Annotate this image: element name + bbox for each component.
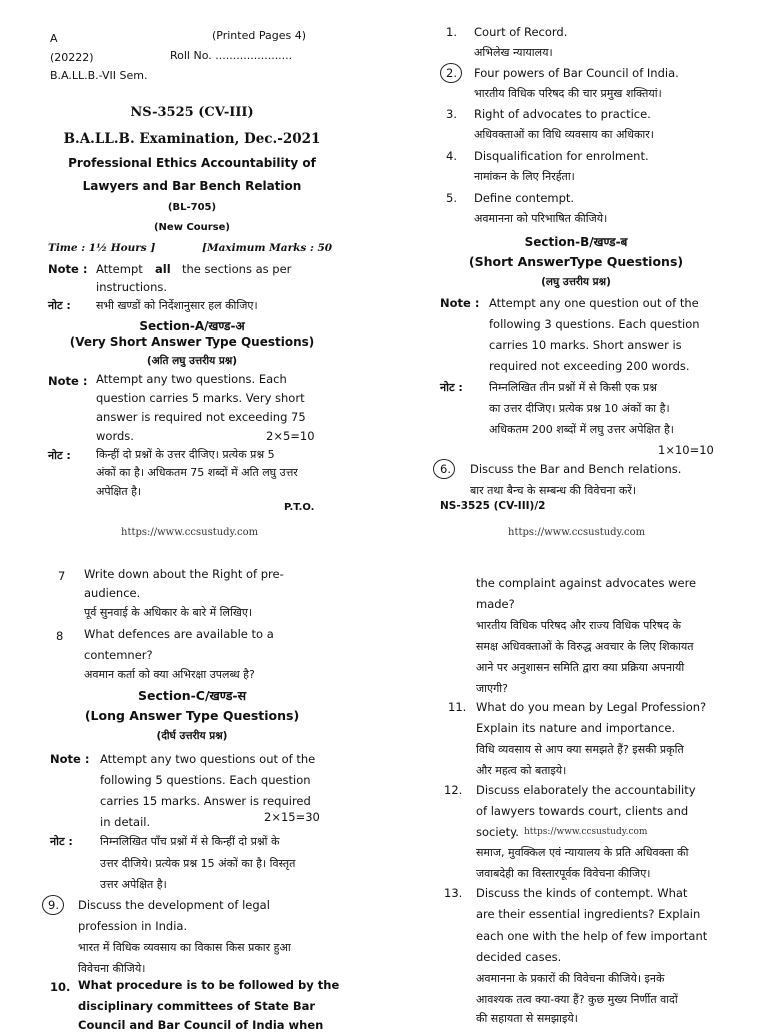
section-a-hindi-note-label: नोट : (48, 449, 71, 462)
q11-line-2: Explain its nature and importance. (476, 721, 676, 735)
q13-hindi-line-2: आवश्यक तत्व क्या-क्या हैं? कुछ मुख्य निर्णीत वादों (476, 993, 678, 1006)
section-b-note-line-2: following 3 questions. Each question (489, 317, 700, 331)
q12-hindi-line-1: समाज, मुवक्किल एवं न्यायालय के प्रति अधिवक्ता की (476, 846, 689, 859)
section-b-marks: 1×10=10 (658, 443, 714, 457)
q13-number: 13. (444, 886, 463, 900)
q10-hindi-line-1: भारतीय विधिक परिषद और राज्य विधिक परिषद के (476, 619, 681, 632)
printed-pages: (Printed Pages 4) (212, 29, 306, 42)
section-b-heading: Section-B/खण्ड-ब (524, 235, 628, 249)
page-2-footer-code: NS-3525 (CV-III)/2 (440, 500, 546, 512)
q10-line-3: Council and Bar Council of India when (78, 1018, 324, 1032)
q6-hindi: बार तथा बैन्च के सम्बन्ध की विवेचना करें। (470, 484, 637, 497)
q9-line-1: Discuss the development of legal (78, 898, 270, 912)
section-a-heading: Section-A/खण्ड-अ (139, 319, 245, 333)
course-type: (New Course) (153, 222, 230, 233)
q10-line-5: made? (476, 597, 515, 611)
q4-english: Disqualification for enrolment. (474, 149, 649, 163)
section-c-marks: 2×15=30 (264, 810, 320, 824)
q11-number: 11. (448, 700, 467, 714)
q8-line-1: What defences are available to a (84, 627, 274, 641)
q12-line-1: Discuss elaborately the accountability (476, 783, 696, 797)
q11-hindi-line-2: और महत्व को बताइये। (476, 764, 567, 777)
section-c-heading: Section-C/खण्ड-स (137, 688, 247, 703)
section-c-hindi-note-line-2: उत्तर दीजिये। प्रत्येक प्रश्न 15 अंकों का है। विस्तृत (100, 857, 296, 870)
q12-line-3: society. (476, 825, 519, 839)
section-c-type: (Long Answer Type Questions) (84, 708, 300, 723)
q13-line-4: decided cases. (476, 950, 562, 964)
section-b-note-line-3: carries 10 marks. Short answer is (489, 338, 682, 352)
section-c-note-line-3: carries 15 marks. Answer is required (100, 794, 311, 808)
q10-hindi-line-3: आने पर अनुशासन समिति द्वारा क्या प्रक्रिया अपनायी (476, 661, 685, 674)
page-2-url[interactable]: https://www.ccsustudy.com (508, 527, 646, 538)
page-1-url[interactable]: https://www.ccsustudy.com (121, 527, 259, 538)
q13-hindi-line-3: की सहायता से समझाइये। (476, 1012, 578, 1025)
section-c-hindi: (दीर्घ उत्तरीय प्रश्न) (156, 730, 228, 742)
q8-line-2: contemner? (84, 648, 153, 662)
q4-number: 4. (446, 149, 457, 163)
section-b-note-line-1: Attempt any one question out of the (489, 296, 699, 310)
note-text-c: the sections as per (182, 262, 292, 276)
q11-line-1: What do you mean by Legal Profession? (476, 700, 707, 714)
q5-english: Define contempt. (474, 191, 575, 205)
q10-line-4: the complaint against advocates were (476, 576, 697, 590)
note-text-d: instructions. (96, 280, 167, 294)
section-c-hindi-note-label: नोट : (50, 835, 73, 848)
section-a-note-line-1: Attempt any two questions. Each (96, 372, 287, 386)
subject-line-2: Lawyers and Bar Bench Relation (82, 179, 302, 193)
section-a-hindi: (अति लघु उत्तरीय प्रश्न) (146, 355, 238, 367)
q2-english: Four powers of Bar Council of India. (474, 66, 679, 80)
q7-number: 7 (58, 569, 66, 583)
q12-line-2: of lawyers towards court, clients and (476, 804, 689, 818)
paper-set: A (50, 32, 58, 45)
section-a-hindi-note-line-3: अपेक्षित है। (96, 485, 142, 498)
section-c-note-line-1: Attempt any two questions out of the (100, 752, 316, 766)
section-b-hindi-note-label: नोट : (440, 381, 463, 394)
section-c-note-line-4: in detail. (100, 815, 151, 829)
exam-page-3 (0, 512, 384, 1032)
q6-number: 6. (440, 462, 451, 476)
q7-line-2: audience. (84, 586, 141, 600)
exam-page-2 (384, 0, 768, 512)
q13-line-2: are their essential ingredients? Explain (476, 907, 701, 921)
q10-hindi-line-2: समक्ष अधिवक्ताओं के विरुद्ध अवचार के लिए शिकायत (476, 640, 694, 653)
q9-number: 9. (48, 898, 59, 912)
q10-line-1: What procedure is to be followed by the (78, 978, 340, 992)
q5-hindi: अवमानना को परिभाषित कीजिये। (474, 212, 608, 225)
semester: B.A.LL.B.-VII Sem. (50, 69, 148, 82)
q3-hindi: अधिवक्ताओं का विधि व्यवसाय का अधिकार। (474, 128, 654, 141)
section-c-hindi-note-line-1: निम्नलिखित पाँच प्रश्नों में से किन्हीं दो प्रश्नों के (100, 835, 280, 848)
q13-line-3: each one with the help of few important (476, 929, 708, 943)
section-a-marks: 2×5=10 (266, 429, 315, 443)
q8-number: 8 (56, 629, 64, 643)
q10-hindi-line-4: जाएगी? (476, 682, 508, 695)
hindi-note-text: सभी खण्डों को निर्देशानुसार हल कीजिए। (96, 299, 258, 312)
note-text-a: Attempt (96, 262, 143, 276)
hindi-note-label: नोट : (48, 299, 71, 312)
section-c-hindi-note-line-3: उत्तर अपेक्षित है। (100, 878, 167, 891)
q9-hindi-line-2: विवेचना कीजिये। (78, 962, 146, 975)
section-b-note-line-4: required not exceeding 200 words. (489, 359, 690, 373)
section-b-hindi-note-line-1: निम्नलिखित तीन प्रश्नों में से किसी एक प्रश्न (489, 381, 657, 394)
exam-page-4 (384, 512, 768, 1024)
section-b-hindi-note-line-2: का उत्तर दीजिए। प्रत्येक प्रश्न 10 अंकों का है। (489, 402, 670, 415)
q5-number: 5. (446, 191, 457, 205)
paper-number: (20222) (50, 51, 94, 64)
q13-line-1: Discuss the kinds of contempt. What (476, 886, 688, 900)
q1-english: Court of Record. (474, 25, 568, 39)
maximum-marks: [Maximum Marks : 50 (202, 242, 333, 254)
exam-page-1 (0, 0, 384, 512)
section-c-note-line-2: following 5 questions. Each question (100, 773, 311, 787)
note-label: Note : (48, 262, 88, 276)
q11-hindi-line-1: विधि व्यवसाय से आप क्या समझते हैं? इसकी प्रकृति (476, 743, 684, 756)
paper-code: NS-3525 (CV-III) (130, 105, 254, 120)
q13-hindi-line-1: अवमानना के प्रकारों की विवेचना कीजिये। इनके (476, 972, 665, 985)
q6-english: Discuss the Bar and Bench relations. (470, 462, 682, 476)
section-a-hindi-note-line-2: अंकों का है। अधिकतम 75 शब्दों में अति लघु उत्तर (96, 466, 298, 479)
exam-title: B.A.LL.B. Examination, Dec.-2021 (63, 131, 321, 147)
subject-line-1: Professional Ethics Accountability of (68, 156, 316, 170)
section-a-note-line-3: answer is required not exceeding 75 (96, 410, 306, 424)
q1-number: 1. (446, 25, 457, 39)
roll-number: Roll No. ...................... (170, 49, 293, 62)
time-allowed: Time : 1½ Hours ] (48, 242, 156, 254)
q9-hindi-line-1: भारत में विधिक व्यवसाय का विकास किस प्रकार हुआ (78, 941, 291, 954)
section-a-hindi-note-line-1: किन्हीं दो प्रश्नों के उत्तर दीजिए। प्रत्येक प्रश्न 5 (96, 448, 275, 461)
q9-line-2: profession in India. (78, 919, 188, 933)
section-b-hindi-note-line-3: अधिकतम 200 शब्दों में लघु उत्तर अपेक्षित है। (489, 423, 674, 436)
section-b-hindi: (लघु उत्तरीय प्रश्न) (541, 276, 611, 288)
q10-line-2: disciplinary committees of State Bar (78, 999, 316, 1013)
q1-hindi: अभिलेख न्यायालय। (474, 46, 553, 59)
q2-number: 2. (446, 66, 457, 80)
q12-inline-url[interactable]: https://www.ccsustudy.com (524, 827, 648, 837)
q7-hindi: पूर्व सुनवाई के अधिकार के बारे में लिखिए। (84, 606, 253, 619)
section-a-note-line-2: question carries 5 marks. Very short (96, 391, 305, 405)
section-a-type: (Very Short Answer Type Questions) (69, 335, 315, 349)
section-a-note-line-4: words. (96, 429, 134, 443)
note-text-b: all (155, 262, 171, 276)
q10-number: 10. (50, 980, 71, 994)
q3-english: Right of advocates to practice. (474, 107, 651, 121)
course-code: (BL-705) (167, 202, 217, 213)
section-c-note-label: Note : (50, 752, 90, 766)
q8-hindi: अवमान कर्ता को क्या अभिरक्षा उपलब्ध है? (84, 668, 255, 681)
section-b-type: (Short AnswerType Questions) (468, 254, 684, 269)
q7-line-1: Write down about the Right of pre- (84, 567, 284, 581)
section-b-note-label: Note : (440, 296, 480, 310)
section-a-note-label: Note : (48, 374, 88, 388)
pto-label: P.T.O. (284, 502, 315, 513)
q2-hindi: भारतीय विधिक परिषद की चार प्रमुख शक्तियां। (474, 87, 662, 100)
q12-hindi-line-2: जवाबदेही का विस्तारपूर्वक विवेचना कीजिए। (476, 867, 651, 880)
q4-hindi: नामांकन के लिए निरर्हता। (474, 170, 575, 183)
q12-number: 12. (444, 783, 463, 797)
q3-number: 3. (446, 107, 457, 121)
